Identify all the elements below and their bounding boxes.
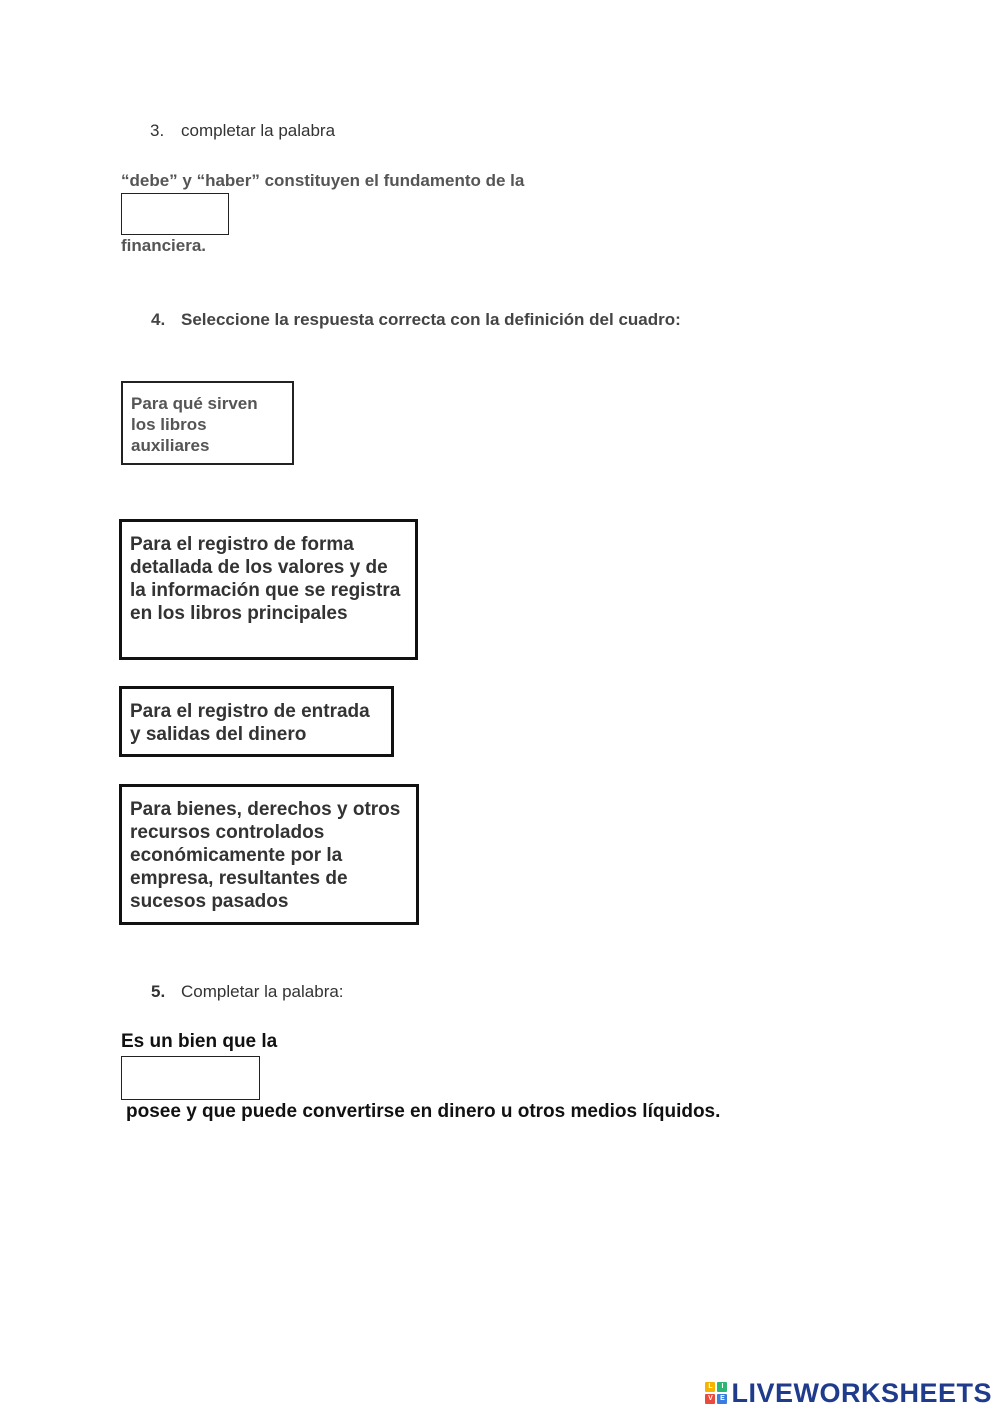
question-4-prompt-text: Para qué sirven los libros auxiliares — [131, 394, 258, 455]
answer-option-3-text: Para bienes, derechos y otros recursos controlados económicamente por la empresa, resultantes de sucesos pasados — [130, 799, 401, 912]
question-5-title: Completar la palabra: — [181, 982, 344, 1001]
logo-mark-l: L — [705, 1382, 715, 1392]
question-4-prompt-box — [121, 381, 294, 465]
question-5-sentence-end: posee y que puede convertirse en dinero u otros medios líquidos. — [126, 1101, 721, 1122]
liveworksheets-logo — [705, 1376, 992, 1410]
question-5-sentence-start: Es un bien que la — [121, 1031, 278, 1052]
question-3-sentence-end: financiera. — [121, 236, 207, 255]
question-3-title: completar la palabra — [181, 121, 336, 140]
logo-mark-i: I — [717, 1382, 727, 1392]
question-5-answer-input[interactable] — [121, 1056, 260, 1100]
logo-mark-icon — [705, 1382, 727, 1404]
logo-mark-e: E — [717, 1394, 727, 1404]
answer-option-3[interactable] — [119, 784, 419, 925]
answer-option-2[interactable] — [119, 686, 394, 757]
question-3-sentence-start: “debe” y “haber” constituyen el fundamento de la — [121, 171, 525, 190]
question-3-number: 3. — [150, 121, 165, 140]
question-4-title: Seleccione la respuesta correcta con la definición del cuadro: — [181, 310, 681, 329]
logo-text: LIVEWORKSHEETS — [731, 1377, 992, 1408]
question-5-number: 5. — [151, 982, 166, 1001]
logo-mark-v: V — [705, 1394, 715, 1404]
question-3-answer-input[interactable] — [121, 193, 229, 235]
answer-option-1-text: Para el registro de forma detallada de los valores y de la información que se registra en los libros principales — [130, 534, 401, 624]
answer-option-2-text: Para el registro de entrada y salidas del dinero — [130, 701, 370, 745]
answer-option-1[interactable] — [119, 519, 418, 660]
question-4-number: 4. — [151, 310, 166, 329]
